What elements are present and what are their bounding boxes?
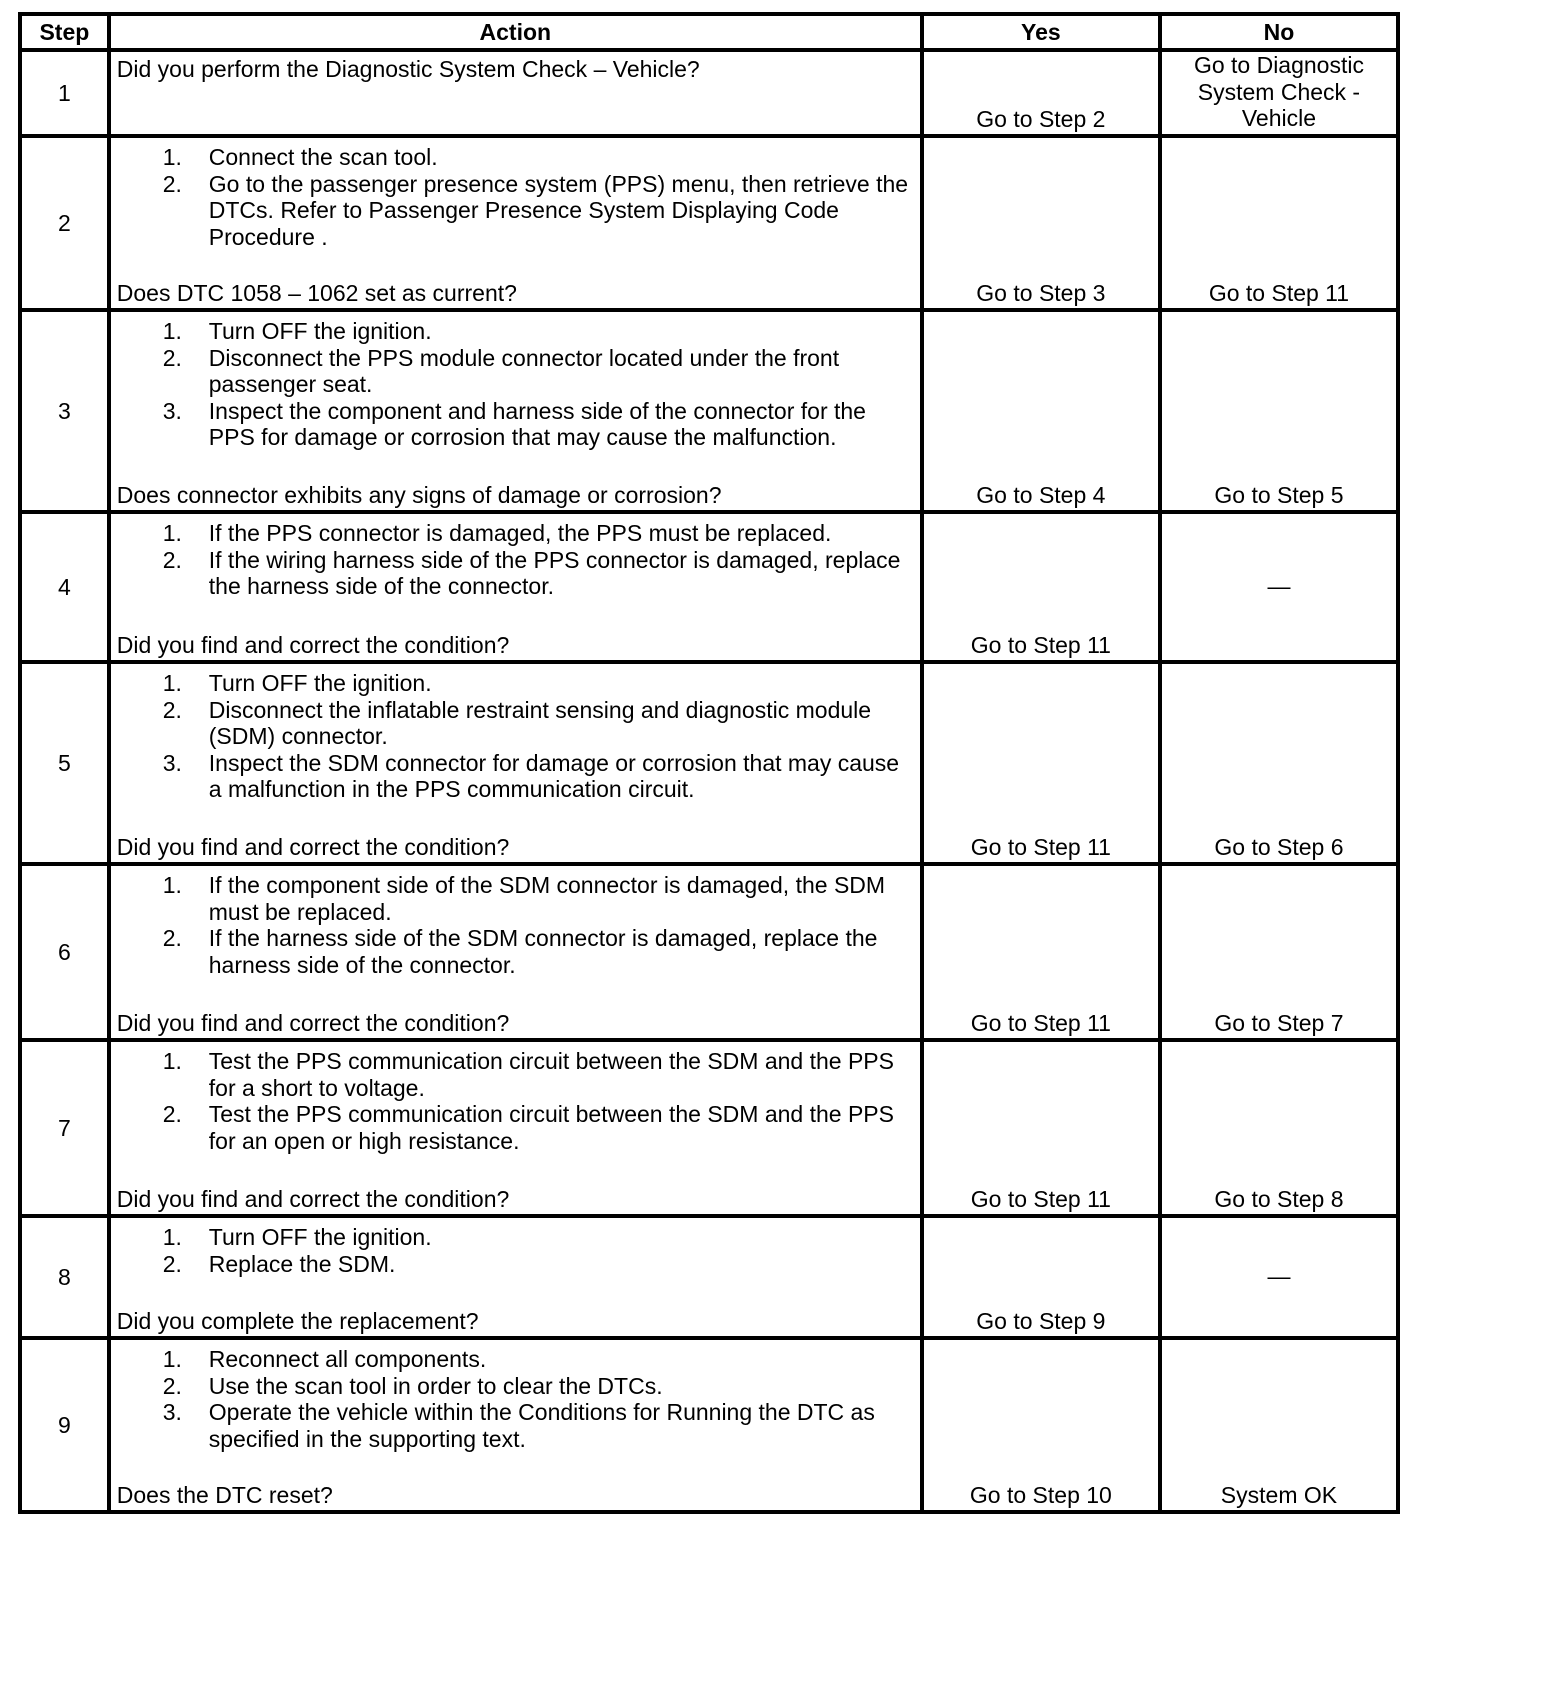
- list-item-text: If the component side of the SDM connector is damaged, the SDM must be replaced.: [208, 872, 886, 925]
- diagnostic-table: [18, 12, 1400, 1514]
- action-question: Did you perform the Diagnostic System Check – Vehicle?: [116, 56, 700, 82]
- list-item-text: Inspect the SDM connector for damage or corrosion that may cause a malfunction in the PPS communication circuit.: [208, 749, 900, 802]
- step-number: 3: [20, 310, 109, 512]
- action-list: [117, 520, 914, 600]
- list-item-number: 1.: [162, 670, 182, 696]
- action-cell: [109, 1216, 922, 1338]
- action-list: [117, 144, 914, 250]
- list-item-text: If the harness side of the SDM connector is damaged, replace the harness side of the connector.: [208, 925, 878, 978]
- action-list-item: [117, 547, 914, 600]
- action-list-item: [117, 872, 914, 925]
- list-item-text: If the wiring harness side of the PPS connector is damaged, replace the harness side of the connector.: [208, 546, 901, 599]
- list-item-text: Test the PPS communication circuit between the SDM and the PPS for an open or high resistance.: [208, 1101, 894, 1154]
- list-item-text: If the PPS connector is damaged, the PPS must be replaced.: [208, 520, 832, 546]
- yes-result: Go to Step 11: [922, 1040, 1160, 1216]
- header-no: No: [1160, 14, 1398, 50]
- list-item-number: 3.: [162, 749, 182, 776]
- yes-result: Go to Step 3: [922, 136, 1160, 310]
- step-number: 8: [20, 1216, 109, 1338]
- action-content: [117, 866, 914, 1038]
- action-list-item: [117, 1346, 914, 1373]
- action-question: Did you find and correct the condition?: [116, 631, 510, 658]
- action-cell: [109, 1040, 922, 1216]
- action-content: [117, 312, 914, 510]
- header-step: Step: [20, 14, 109, 50]
- list-item-number: 1.: [162, 1048, 182, 1074]
- action-content: [117, 1042, 914, 1214]
- action-cell: [109, 50, 922, 136]
- action-list-item: [117, 750, 914, 803]
- step-number: 5: [20, 662, 109, 864]
- list-item-number: 1.: [162, 1346, 182, 1372]
- action-list-item: [117, 697, 914, 750]
- list-item-number: 2.: [162, 344, 182, 371]
- action-content: [117, 52, 914, 134]
- yes-result: Go to Step 9: [922, 1216, 1160, 1338]
- action-cell: [109, 136, 922, 310]
- list-item-number: 1.: [162, 872, 182, 898]
- action-list: [117, 1346, 914, 1452]
- yes-result: Go to Step 11: [922, 864, 1160, 1040]
- step-number: 4: [20, 512, 109, 662]
- action-list: [117, 1224, 914, 1277]
- table-row: [20, 1216, 1398, 1338]
- yes-result: Go to Step 11: [922, 512, 1160, 662]
- action-question: Did you find and correct the condition?: [116, 833, 510, 860]
- action-content: [117, 514, 914, 660]
- list-item-number: 3.: [162, 1399, 182, 1425]
- action-cell: [109, 512, 922, 662]
- action-question: Does DTC 1058 – 1062 set as current?: [116, 279, 517, 306]
- action-list-item: [117, 1373, 914, 1400]
- list-item-text: Go to the passenger presence system (PPS) menu, then retrieve the DTCs. Refer to Passenger Presence System Displaying Code Procedure .: [208, 170, 909, 250]
- list-item-number: 2.: [162, 1250, 182, 1277]
- table-row: [20, 512, 1398, 662]
- table-row: [20, 50, 1398, 136]
- action-content: [117, 664, 914, 862]
- no-result: —: [1160, 1216, 1398, 1338]
- list-item-text: Disconnect the PPS module connector located under the front passenger seat.: [208, 344, 840, 397]
- header-action: Action: [109, 14, 922, 50]
- action-cell: [109, 310, 922, 512]
- yes-result: Go to Step 4: [922, 310, 1160, 512]
- list-item-text: Reconnect all components.: [208, 1346, 487, 1372]
- action-list-item: [117, 1101, 914, 1154]
- list-item-text: Turn OFF the ignition.: [208, 670, 432, 696]
- list-item-number: 2.: [162, 696, 182, 723]
- action-cell: [109, 864, 922, 1040]
- table-row: [20, 136, 1398, 310]
- no-result: Go to Step 5: [1160, 310, 1398, 512]
- action-cell: [109, 662, 922, 864]
- step-number: 1: [20, 50, 109, 136]
- action-list: [117, 670, 914, 803]
- action-list-item: [117, 345, 914, 398]
- list-item-number: 1.: [162, 520, 182, 546]
- list-item-number: 2.: [162, 546, 182, 573]
- yes-result: Go to Step 2: [922, 50, 1160, 136]
- action-list: [117, 872, 914, 978]
- step-number: 6: [20, 864, 109, 1040]
- header-row: [20, 14, 1398, 50]
- action-question: Did you complete the replacement?: [116, 1307, 479, 1334]
- no-result: —: [1160, 512, 1398, 662]
- action-question: Does connector exhibits any signs of damage or corrosion?: [116, 481, 722, 508]
- list-item-text: Inspect the component and harness side of the connector for the PPS for damage or corrosion that may cause the malfunction.: [208, 397, 866, 450]
- list-item-number: 1.: [162, 1224, 182, 1250]
- action-list: [117, 1048, 914, 1154]
- table-row: [20, 310, 1398, 512]
- table-row: [20, 1338, 1398, 1512]
- no-result: Go to Step 7: [1160, 864, 1398, 1040]
- action-content: [117, 1218, 914, 1336]
- list-item-text: Use the scan tool in order to clear the DTCs.: [208, 1372, 663, 1399]
- list-item-text: Turn OFF the ignition.: [208, 318, 432, 344]
- action-list-item: [117, 1048, 914, 1101]
- action-list-item: [117, 1251, 914, 1278]
- action-question: Did you find and correct the condition?: [116, 1009, 510, 1036]
- action-list-item: [117, 520, 914, 547]
- list-item-number: 2.: [162, 1372, 182, 1399]
- header-yes: Yes: [922, 14, 1160, 50]
- action-question: Did you find and correct the condition?: [116, 1185, 510, 1212]
- action-question: Does the DTC reset?: [116, 1481, 333, 1508]
- action-list: [117, 318, 914, 451]
- list-item-number: 1.: [162, 318, 182, 344]
- list-item-text: Connect the scan tool.: [208, 144, 438, 170]
- list-item-text: Turn OFF the ignition.: [208, 1224, 432, 1250]
- action-content: [117, 138, 914, 308]
- action-list-item: [117, 144, 914, 171]
- table-row: [20, 864, 1398, 1040]
- step-number: 7: [20, 1040, 109, 1216]
- no-result: System OK: [1160, 1338, 1398, 1512]
- list-item-text: Disconnect the inflatable restraint sensing and diagnostic module (SDM) connector.: [208, 696, 872, 749]
- no-result: Go to Step 6: [1160, 662, 1398, 864]
- action-list-item: [117, 318, 914, 345]
- table-row: [20, 1040, 1398, 1216]
- list-item-number: 2.: [162, 170, 182, 197]
- list-item-text: Operate the vehicle within the Conditions for Running the DTC as specified in the supporting text.: [208, 1399, 875, 1452]
- list-item-text: Test the PPS communication circuit between the SDM and the PPS for a short to voltage.: [208, 1048, 894, 1101]
- no-result: Go to Step 11: [1160, 136, 1398, 310]
- yes-result: Go to Step 10: [922, 1338, 1160, 1512]
- no-result: Go to Diagnostic System Check - Vehicle: [1160, 50, 1398, 136]
- action-list-item: [117, 1399, 914, 1452]
- list-item-text: Replace the SDM.: [208, 1250, 396, 1277]
- action-list-item: [117, 398, 914, 451]
- action-cell: [109, 1338, 922, 1512]
- table-row: [20, 662, 1398, 864]
- list-item-number: 1.: [162, 144, 182, 170]
- action-list-item: [117, 925, 914, 978]
- list-item-number: 2.: [162, 1101, 182, 1127]
- action-list-item: [117, 171, 914, 251]
- no-result: Go to Step 8: [1160, 1040, 1398, 1216]
- list-item-number: 2.: [162, 925, 182, 951]
- action-list-item: [117, 1224, 914, 1251]
- step-number: 9: [20, 1338, 109, 1512]
- action-content: [117, 1340, 914, 1510]
- step-number: 2: [20, 136, 109, 310]
- action-list-item: [117, 670, 914, 697]
- yes-result: Go to Step 11: [922, 662, 1160, 864]
- list-item-number: 3.: [162, 397, 182, 424]
